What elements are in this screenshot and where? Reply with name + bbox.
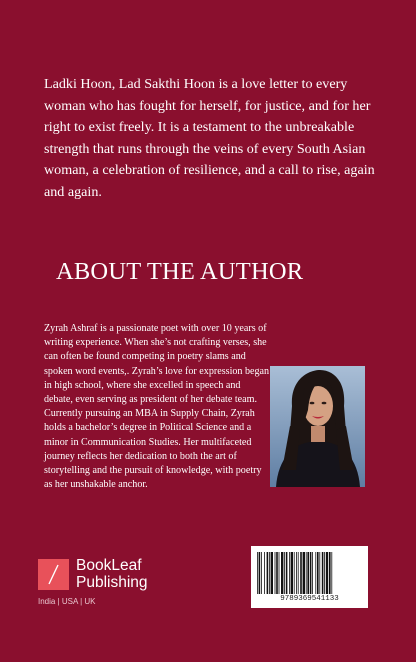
barcode-bar xyxy=(291,552,293,594)
barcode-bar xyxy=(257,552,258,594)
barcode-bar xyxy=(289,552,290,594)
barcode-bar xyxy=(329,552,331,594)
barcode-bar xyxy=(279,552,280,594)
barcode-bar xyxy=(322,552,324,594)
barcode-bar xyxy=(298,552,299,594)
barcode-bar xyxy=(284,552,285,594)
publisher-regions: India | USA | UK xyxy=(38,597,96,606)
barcode-bar xyxy=(319,552,320,594)
bookleaf-logo-icon xyxy=(38,559,69,590)
barcode-bar xyxy=(269,552,270,594)
barcode-bar xyxy=(271,552,273,594)
barcode-bar xyxy=(303,552,305,594)
author-bio: Zyrah Ashraf is a passionate poet with over 10 years of writing experience. When she’s not crafting verses, she can often be found competing in poetry slams and spoken word events,. Zyrah’s love for expression began in high school, where she excelled in speech and debate, even serving as president of her debate team. Currently pursuing an MBA in Supply Chain, Zyrah holds a bachelor’s degree in Political Science and a minor in Communication Studies. Her multifaceted journey reflects her dedication to both the art of storytelling and the pursuit of knowledge, with poetry as her unshakable anchor. xyxy=(44,323,270,491)
barcode-bar xyxy=(315,552,316,594)
barcode-bar xyxy=(324,552,325,594)
barcode-bar xyxy=(296,552,297,594)
isbn-number: 9789369541133 xyxy=(280,595,339,603)
barcode-bar xyxy=(307,552,309,594)
barcode-bar xyxy=(259,552,261,594)
barcode-bar xyxy=(317,552,319,594)
barcode-bars xyxy=(257,552,362,594)
barcode-bar xyxy=(267,552,269,594)
barcode-bar xyxy=(281,552,283,594)
barcode-bar xyxy=(306,552,307,594)
barcode-bar xyxy=(294,552,295,594)
author-portrait-image xyxy=(270,366,365,487)
publisher-name-line1: BookLeaf xyxy=(76,557,142,574)
barcode-bar xyxy=(326,552,328,594)
isbn-barcode xyxy=(251,546,368,608)
barcode-bar xyxy=(261,552,262,594)
barcode-bar xyxy=(286,552,288,594)
publisher-logo xyxy=(38,559,168,609)
about-author-heading: ABOUT THE AUTHOR xyxy=(56,258,304,285)
publisher-name-line2: Publishing xyxy=(76,574,148,591)
book-blurb: Ladki Hoon, Lad Sakthi Hoon is a love letter to every woman who has fought for herself, for justice, and for her right to exist freely. It is a testament to the unbreakable strength that runs through the veins of every South Asian woman, a celebration of resilience, and a call to rise, again and again. xyxy=(44,76,375,200)
barcode-bar xyxy=(312,552,313,594)
barcode-bar xyxy=(275,552,276,594)
author-photo xyxy=(270,366,365,487)
barcode-bar xyxy=(264,552,265,594)
barcode-bar xyxy=(331,552,332,594)
barcode-bar xyxy=(276,552,278,594)
barcode-bar xyxy=(300,552,302,594)
barcode-bar xyxy=(310,552,312,594)
